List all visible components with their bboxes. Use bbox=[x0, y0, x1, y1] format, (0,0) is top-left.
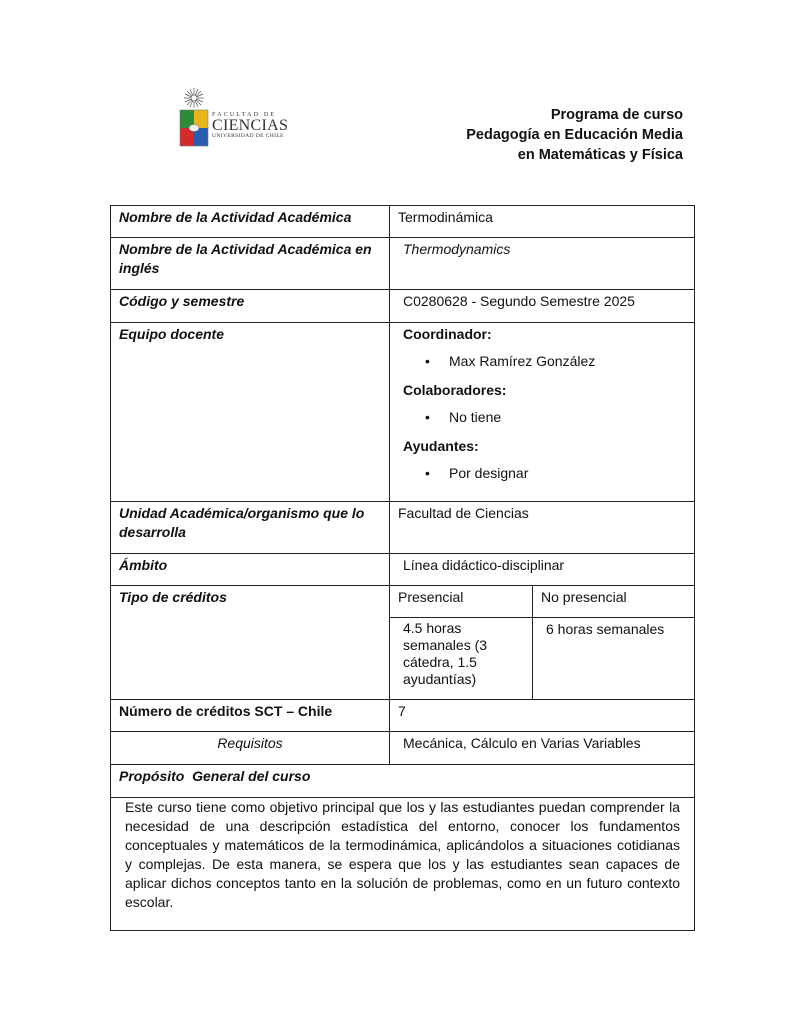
value-proposito: Este curso tiene como objetivo principal que los y las estudiantes puedan comprender la necesidad de una descripción estadística del entorno, conocer los fundamentos conceptuales y matemáticos de la termodinámica, aplicándolos a situaciones cotidianas y complejas. De esta manera, se espera que los y las estudiantes sean capaces de aplicar dichos conceptos tanto en la solución de problemas, como en un futuro contexto escolar. bbox=[111, 798, 695, 931]
bullet-icon: • bbox=[425, 409, 430, 425]
ayudantes-heading: Ayudantes: bbox=[403, 438, 479, 454]
table-row bbox=[111, 290, 695, 323]
table-row bbox=[111, 323, 695, 502]
label-codigo: Código y semestre bbox=[111, 290, 390, 323]
table-row bbox=[111, 554, 695, 586]
value-equipo bbox=[390, 323, 695, 502]
coordinador-heading: Coordinador: bbox=[403, 326, 492, 342]
colaboradores-value: No tiene bbox=[449, 409, 502, 425]
document-header bbox=[466, 105, 683, 165]
value-codigo: C0280628 - Segundo Semestre 2025 bbox=[390, 290, 695, 323]
university-crest-icon bbox=[178, 86, 210, 156]
value-nombre: Termodinámica bbox=[390, 206, 695, 238]
label-sct: Número de créditos SCT – Chile bbox=[111, 700, 390, 732]
table-row bbox=[111, 502, 695, 554]
label-nombre: Nombre de la Actividad Académica bbox=[111, 206, 390, 238]
header-no-presencial: No presencial bbox=[533, 586, 695, 618]
value-requisitos: Mecánica, Cálculo en Varias Variables bbox=[390, 732, 695, 765]
value-nombre-ingles: Thermodynamics bbox=[390, 238, 695, 290]
logo-ciencias-line: CIENCIAS bbox=[212, 117, 289, 134]
table-row bbox=[111, 206, 695, 238]
label-requisitos: Requisitos bbox=[111, 732, 390, 765]
header-presencial: Presencial bbox=[390, 586, 533, 618]
list-item bbox=[403, 408, 686, 427]
table-row bbox=[111, 732, 695, 765]
bullet-icon: • bbox=[425, 465, 430, 481]
bullet-icon: • bbox=[425, 353, 430, 369]
header-title: Programa de curso bbox=[550, 107, 683, 123]
value-unidad: Facultad de Ciencias bbox=[390, 502, 695, 554]
colaboradores-heading: Colaboradores: bbox=[403, 382, 507, 398]
label-ambito: Ámbito bbox=[111, 554, 390, 586]
header-program: Pedagogía en Educación Media bbox=[466, 127, 683, 143]
label-unidad: Unidad Académica/organismo que lo desarrolla bbox=[111, 502, 390, 554]
list-item bbox=[403, 352, 686, 371]
label-nombre-ingles: Nombre de la Actividad Académica en inglés bbox=[111, 238, 390, 290]
value-no-presencial: 6 horas semanales bbox=[533, 618, 695, 700]
faculty-logo bbox=[178, 86, 288, 156]
label-equipo: Equipo docente bbox=[111, 323, 390, 502]
label-creditos: Tipo de créditos bbox=[111, 586, 390, 700]
logo-faculty-line: FACULTAD DE bbox=[212, 112, 277, 118]
ayudantes-value: Por designar bbox=[449, 465, 529, 481]
logo-text bbox=[212, 112, 288, 139]
course-info-table bbox=[110, 205, 695, 931]
header-program-area: en Matemáticas y Física bbox=[517, 147, 683, 163]
table-row bbox=[111, 798, 695, 931]
table-row bbox=[111, 586, 695, 618]
value-ambito: Línea didáctico-disciplinar bbox=[390, 554, 695, 586]
table-row bbox=[111, 700, 695, 732]
label-proposito: Propósito General del curso bbox=[111, 765, 695, 798]
list-item bbox=[403, 464, 686, 483]
coordinador-name: Max Ramírez González bbox=[449, 353, 596, 369]
value-presencial: 4.5 horas semanales (3 cátedra, 1.5 ayudantías) bbox=[390, 618, 533, 700]
table-row bbox=[111, 238, 695, 290]
table-row bbox=[111, 765, 695, 798]
logo-university-line: UNIVERSIDAD DE CHILE bbox=[212, 133, 284, 139]
value-sct: 7 bbox=[390, 700, 695, 732]
